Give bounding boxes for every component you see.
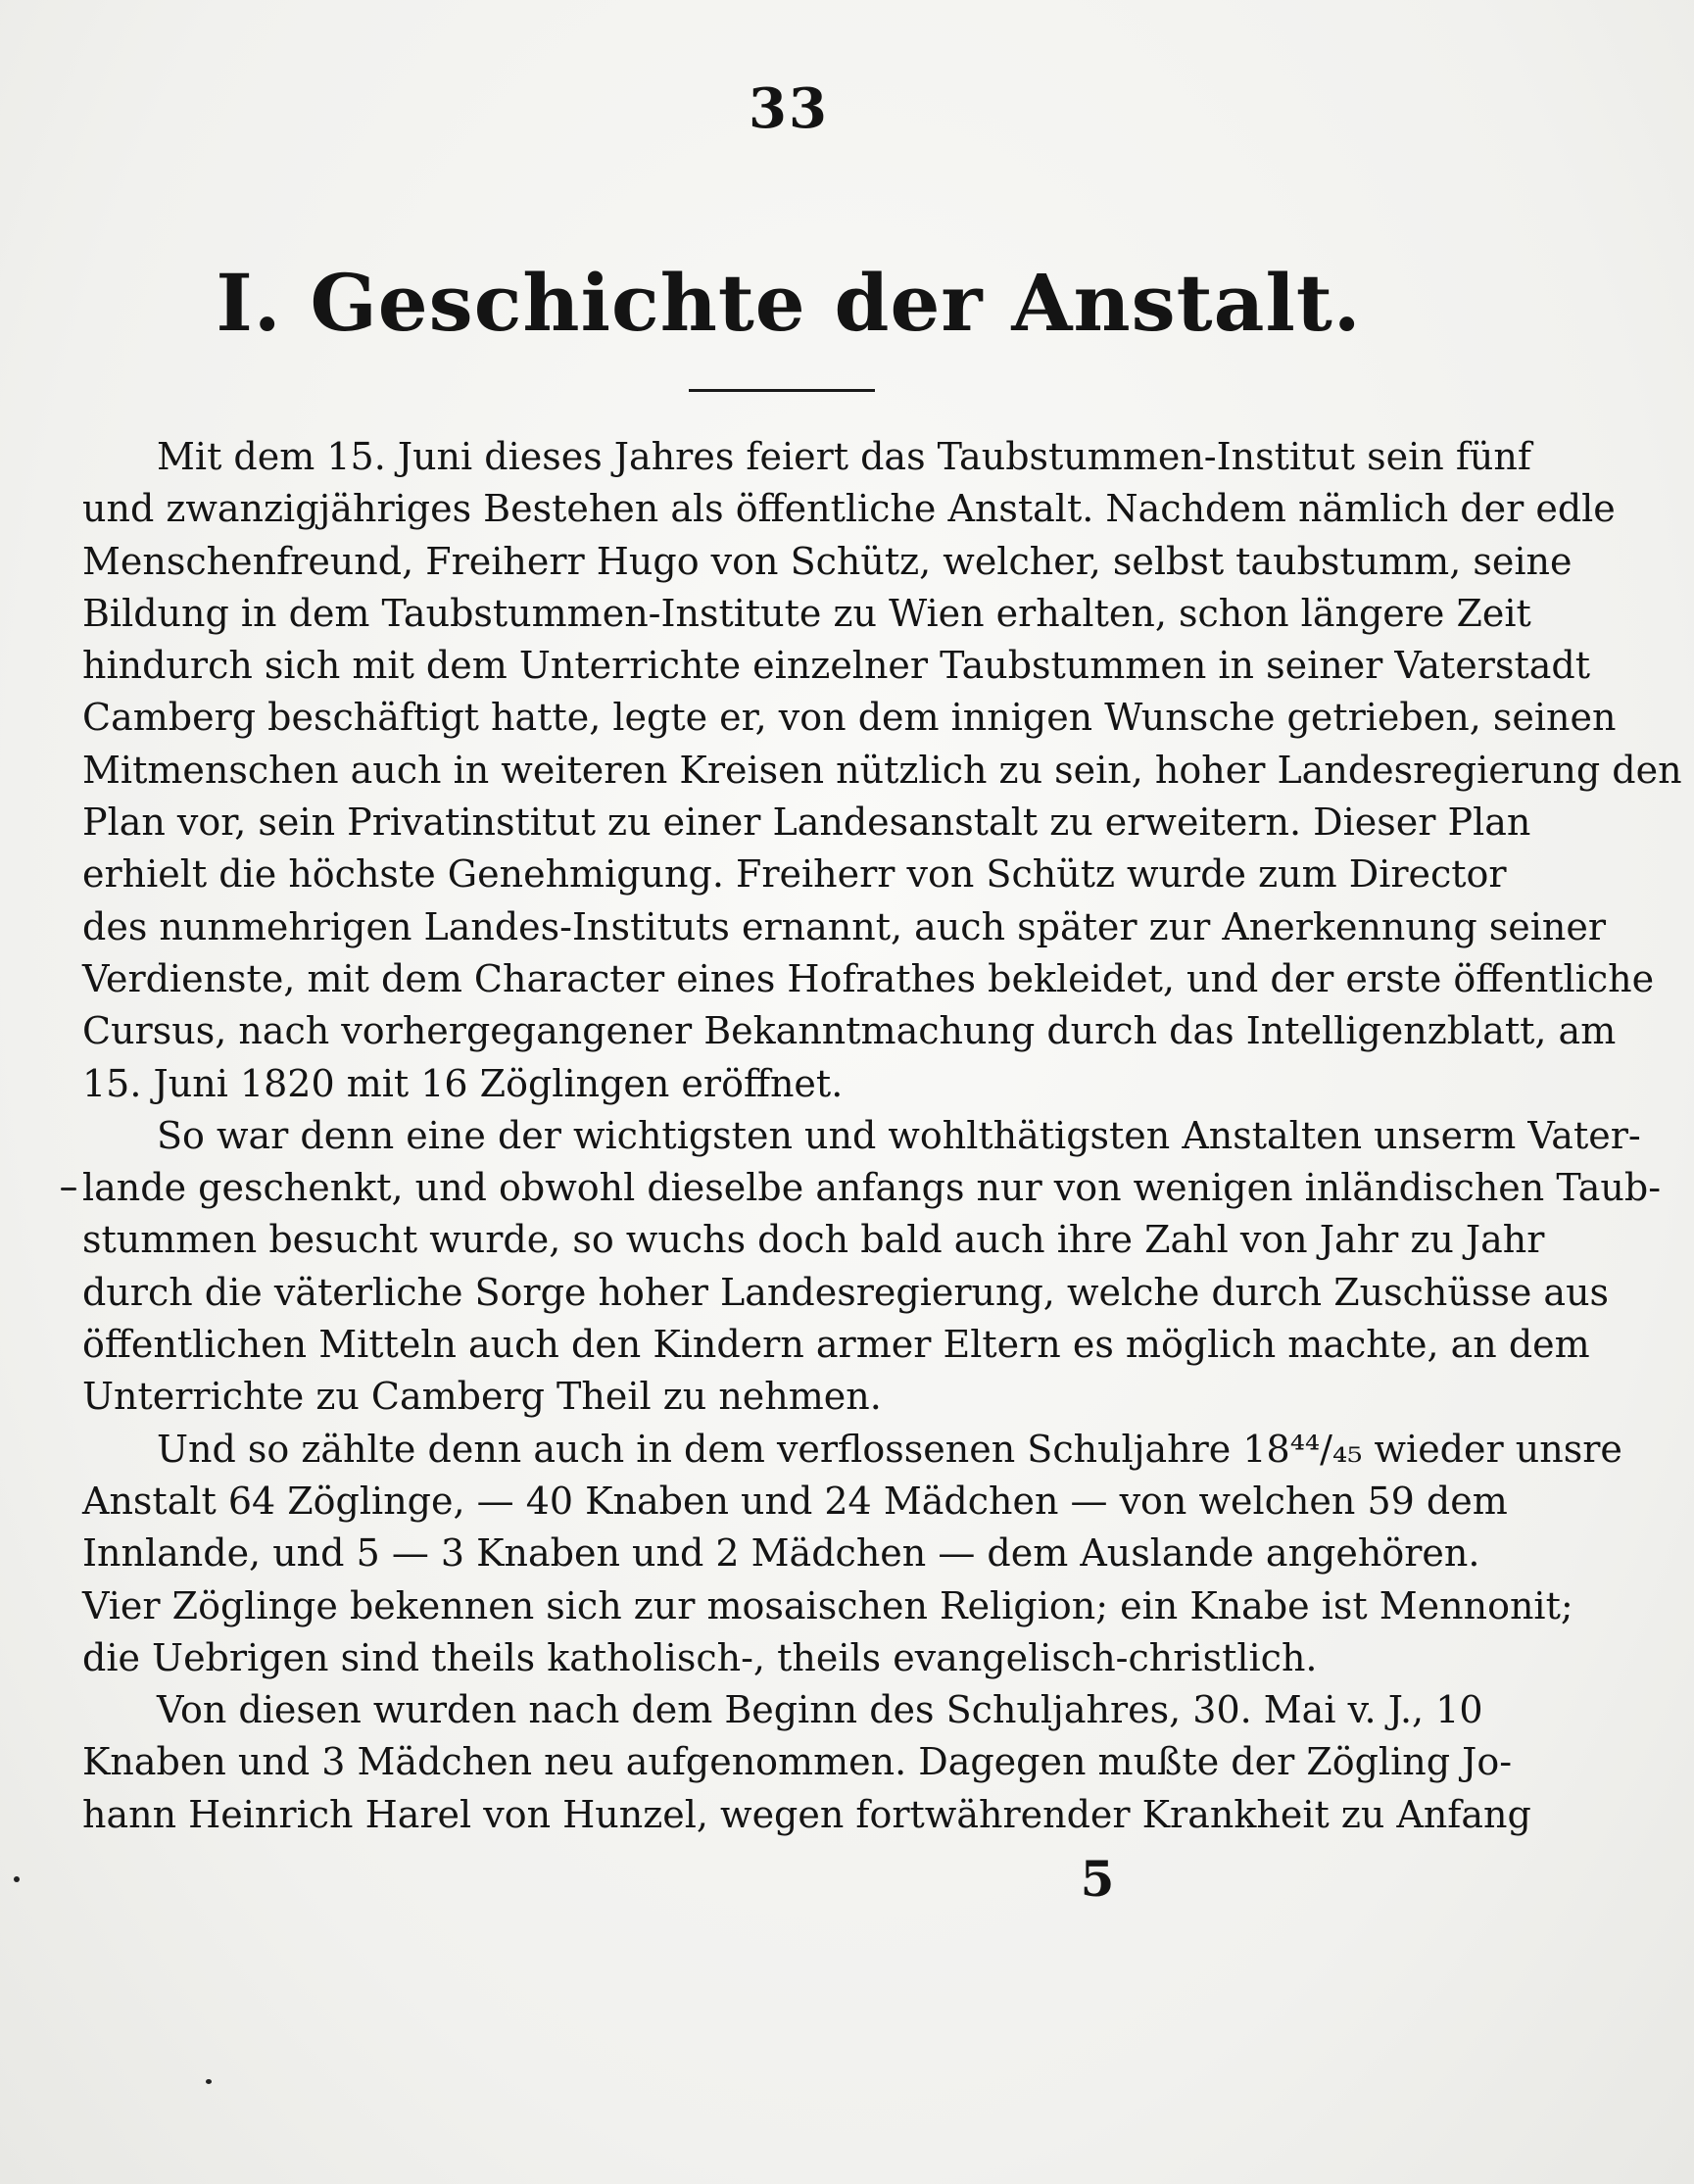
print-speck: [14, 1876, 20, 1882]
text-line: hindurch sich mit dem Unterrichte einzelner Taubstummen in seiner Vaterstadt: [82, 644, 1590, 688]
heading-divider: [689, 389, 875, 392]
text-line: Menschenfreund, Freiherr Hugo von Schütz, welcher, selbst taubstumm, seine: [82, 539, 1573, 583]
text-line: Mit dem 15. Juni dieses Jahres feiert das Taubstummen-Institut sein fünf: [157, 435, 1531, 478]
text-line: und zwanzigjähriges Bestehen als öffentliche Anstalt. Nachdem nämlich der edle: [82, 487, 1616, 531]
text-line: Anstalt 64 Zöglinge, — 40 Knaben und 24 Mädchen — von welchen 59 dem: [82, 1479, 1508, 1523]
text-line: Vier Zöglinge bekennen sich zur mosaischen Religion; ein Knabe ist Mennonit;: [82, 1583, 1573, 1627]
text-line: Bildung in dem Taubstummen-Institute zu Wien erhalten, schon längere Zeit: [82, 591, 1531, 635]
text-line: Plan vor, sein Privatinstitut zu einer Landesanstalt zu erweitern. Dieser Plan: [82, 801, 1531, 845]
text-line: stummen besucht wurde, so wuchs doch bald auch ihre Zahl von Jahr zu Jahr: [82, 1218, 1545, 1262]
signature-mark: 5: [1080, 1850, 1115, 1908]
text-line: So war denn eine der wichtigsten und wohlthätigsten Anstalten unserm Vater-: [157, 1113, 1641, 1157]
chapter-heading: I. Geschichte der Anstalt.: [216, 257, 1362, 349]
print-speck: [206, 2079, 212, 2084]
text-line: Mitmenschen auch in weiteren Kreisen nützlich zu sein, hoher Landesregierung den: [82, 748, 1682, 792]
text-line: Von diesen wurden nach dem Beginn des Schuljahres, 30. Mai v. J., 10: [157, 1688, 1483, 1732]
text-line: Cursus, nach vorhergegangener Bekanntmachung durch das Intelligenzblatt, am: [82, 1009, 1617, 1053]
text-line: Camberg beschäftigt hatte, legte er, von dem innigen Wunsche getrieben, seinen: [82, 696, 1617, 740]
text-line: durch die väterliche Sorge hoher Landesregierung, welche durch Zuschüsse aus: [82, 1270, 1610, 1314]
print-speck: [61, 1188, 76, 1190]
text-line: lande geschenkt, und obwohl dieselbe anfangs nur von wenigen inländischen Taub-: [82, 1166, 1662, 1210]
text-line: erhielt die höchste Genehmigung. Freiherr von Schütz wurde zum Director: [82, 852, 1507, 897]
text-line: hann Heinrich Harel von Hunzel, wegen fortwährender Krankheit zu Anfang: [82, 1792, 1531, 1836]
text-line: Innlande, und 5 — 3 Knaben und 2 Mädchen — dem Auslande angehören.: [82, 1531, 1480, 1576]
text-line: öffentlichen Mitteln auch den Kindern armer Eltern es möglich machte, an dem: [82, 1323, 1590, 1367]
text-line: des nunmehrigen Landes-Instituts ernannt, auch später zur Anerkennung seiner: [82, 904, 1607, 948]
text-line: Unterrichte zu Camberg Theil zu nehmen.: [82, 1375, 882, 1419]
body-text: [82, 431, 1682, 1841]
page-number: 33: [749, 76, 829, 141]
text-line: Knaben und 3 Mädchen neu aufgenommen. Dagegen mußte der Zögling Jo-: [82, 1740, 1513, 1784]
text-line: Verdienste, mit dem Character eines Hofrathes bekleidet, und der erste öffentliche: [82, 956, 1655, 1000]
text-line: Und so zählte denn auch in dem verflossenen Schuljahre 18⁴⁴/₄₅ wieder unsre: [157, 1427, 1622, 1471]
text-line: 15. Juni 1820 mit 16 Zöglingen eröffnet.: [82, 1061, 844, 1105]
text-line: die Uebrigen sind theils katholisch-, theils evangelisch-christlich.: [82, 1635, 1318, 1679]
